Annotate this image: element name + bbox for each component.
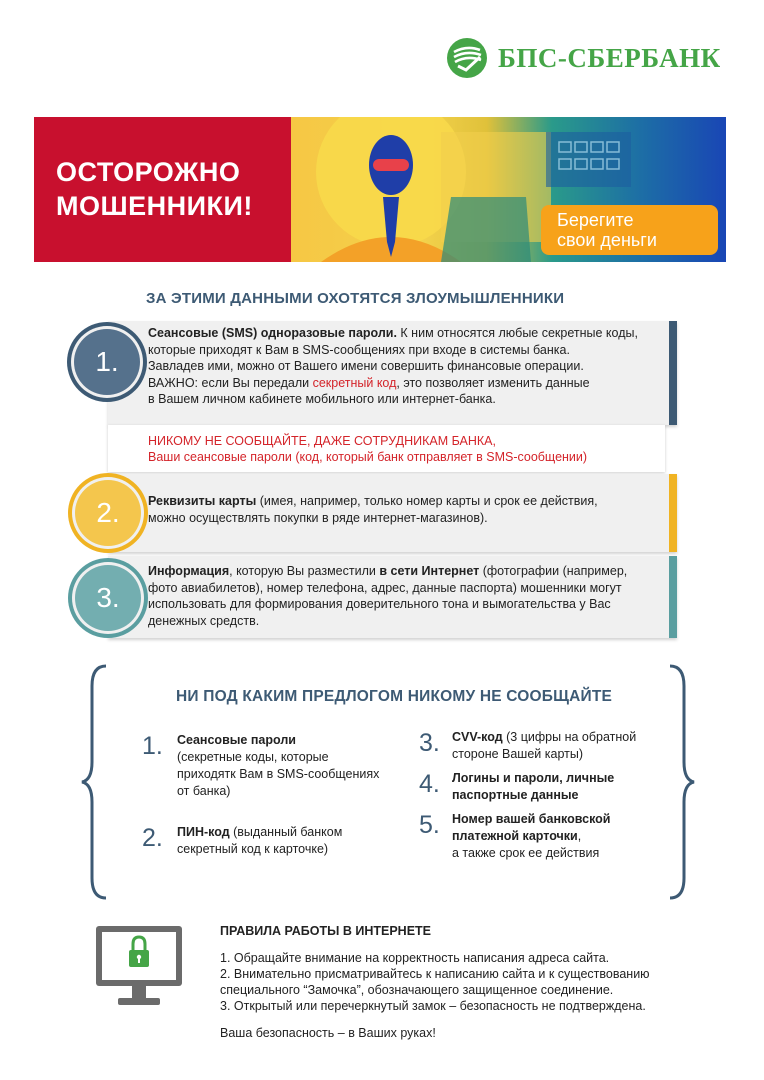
item-number-4: 4. [419,770,440,798]
row-1-bold: Сеансовые (SMS) одноразовые пароли. [148,326,397,340]
item-3-line2: стороне Вашей карты) [452,747,583,761]
item-2-bold: ПИН-код [177,825,230,839]
item-3-bold: CVV-код [452,730,503,744]
item-1-line2: (секретные коды, которые [177,750,329,764]
row-number-3: 3. [75,565,141,631]
row-2-line2: можно осуществлять покупки в ряде интернет-магазинов). [148,510,488,525]
warning-banner [34,117,726,262]
item-5-line2-comma: , [577,829,582,843]
row-3-line1-end: (фотографии (например, [479,564,628,578]
rule-2-line2: специального “Замочка”, обозначающего защищенное соединение. [220,983,614,997]
item-5-line3: а также срок ее действия [452,846,600,860]
row-1-line2: которые приходят к Вам в SMS-сообщениях при входе в системы банка. [148,342,570,357]
item-number-5: 5. [419,811,440,839]
item-2 [177,824,342,858]
row-1-line5: в Вашем личном кабинете мобильного или интернет-банка. [148,392,496,406]
section-heading-3: ПРАВИЛА РАБОТЫ В ИНТЕРНЕТЕ [220,924,432,938]
internet-rules [220,950,720,1014]
item-2-line1: (выданный банком [229,825,343,839]
row-3-line3: использовать для формирования доверительного тона и вымогательства у Вас [148,597,611,611]
warning-text [148,433,587,465]
slogan-line1: Берегите [557,210,634,230]
warning-box [108,425,665,472]
row-number-2: 2. [75,480,141,546]
row-2-bold: Реквизиты карты [148,494,257,508]
banner-slogan-badge [541,205,718,255]
sberbank-logo-icon [446,37,488,79]
banner-title-line1: ОСТОРОЖНО [56,157,241,187]
item-number-1: 1. [142,732,163,760]
row-number-1: 1. [74,329,140,395]
item-1-line3: приходятк Вам в SMS-сообщениях [177,767,380,781]
item-number-2: 2. [142,824,163,852]
row-accent-bar [669,321,677,425]
warning-line2: Ваши сеансовые пароли (код, который банк отправляет в SMS-сообщении) [148,450,588,464]
section-heading-2: НИ ПОД КАКИМ ПРЕДЛОГОМ НИКОМУ НЕ СООБЩАЙТЕ [176,688,613,705]
section-heading: ЗА ЭТИМИ ДАННЫМИ ОХОТЯТСЯ ЗЛОУМЫШЛЕННИКИ [146,290,565,307]
rule-1: 1. Обращайте внимание на корректность написания адреса сайта. [220,951,610,965]
row-2-line1: (имея, например, только номер карты и срок ее действия, [256,494,598,508]
row-3-bold: Информация [148,564,230,578]
item-5 [452,811,611,862]
row-3-bold2: в сети Интернет [379,564,480,578]
row-accent-bar [669,556,677,638]
item-3-line1: (3 цифры на обратной [502,730,637,744]
row-3-line4: денежных средств. [148,613,260,628]
row-3-text [148,563,668,629]
item-number-3: 3. [419,729,440,757]
row-3-line1: , которую Вы разместили [229,564,380,578]
row-1-line3: Завладев ими, можно от Вашего имени совершить финансовые операции. [148,359,584,373]
rule-2-line1: 2. Внимательно присматривайтесь к написанию сайта и к существованию [220,967,650,981]
bank-logo [446,37,721,79]
monitor-lock-icon [96,924,182,1012]
banner-title [56,155,253,223]
logo-text: БПС-СБЕРБАНК [498,42,721,73]
item-4-line2: паспортные данные [452,788,579,802]
item-2-line2: секретный код к карточке) [177,842,329,856]
item-5-bold: Номер вашей банковской [452,812,611,826]
banner-title-line2: МОШЕННИКИ! [56,191,253,221]
row-1-line4-pre: ВАЖНО: если Вы передали [148,375,313,390]
footer-slogan: Ваша безопасность – в Ваших руках! [220,1026,436,1040]
item-1-bold: Сеансовые пароли [177,733,296,747]
row-1-text [148,325,668,408]
row-accent-bar [669,474,677,552]
item-4 [452,770,614,804]
banner-red-panel [34,117,291,262]
item-5-line2-bold: платежной карточки [452,829,578,843]
rule-3: 3. Открытый или перечеркнутый замок – безопасность не подтверждена. [220,999,646,1013]
item-4-bold: Логины и пароли, личные [452,771,615,785]
warning-line1: НИКОМУ НЕ СООБЩАЙТЕ, ДАЖЕ СОТРУДНИКАМ БАНКА, [148,434,496,448]
item-1-line4: от банка) [177,784,231,798]
row-2-text [148,493,668,526]
item-3 [452,729,636,763]
slogan-line2: свои деньги [557,230,657,250]
row-1-line4-post: , это позволяет изменить данные [396,375,590,390]
row-1-line1: К ним относятся любые секретные коды, [396,326,638,340]
row-1-line4-red: секретный код [312,375,397,390]
item-1 [177,732,379,800]
row-3-line2: фото авиабилетов), номер телефона, адрес, данные паспорта) мошенники могут [148,580,622,595]
